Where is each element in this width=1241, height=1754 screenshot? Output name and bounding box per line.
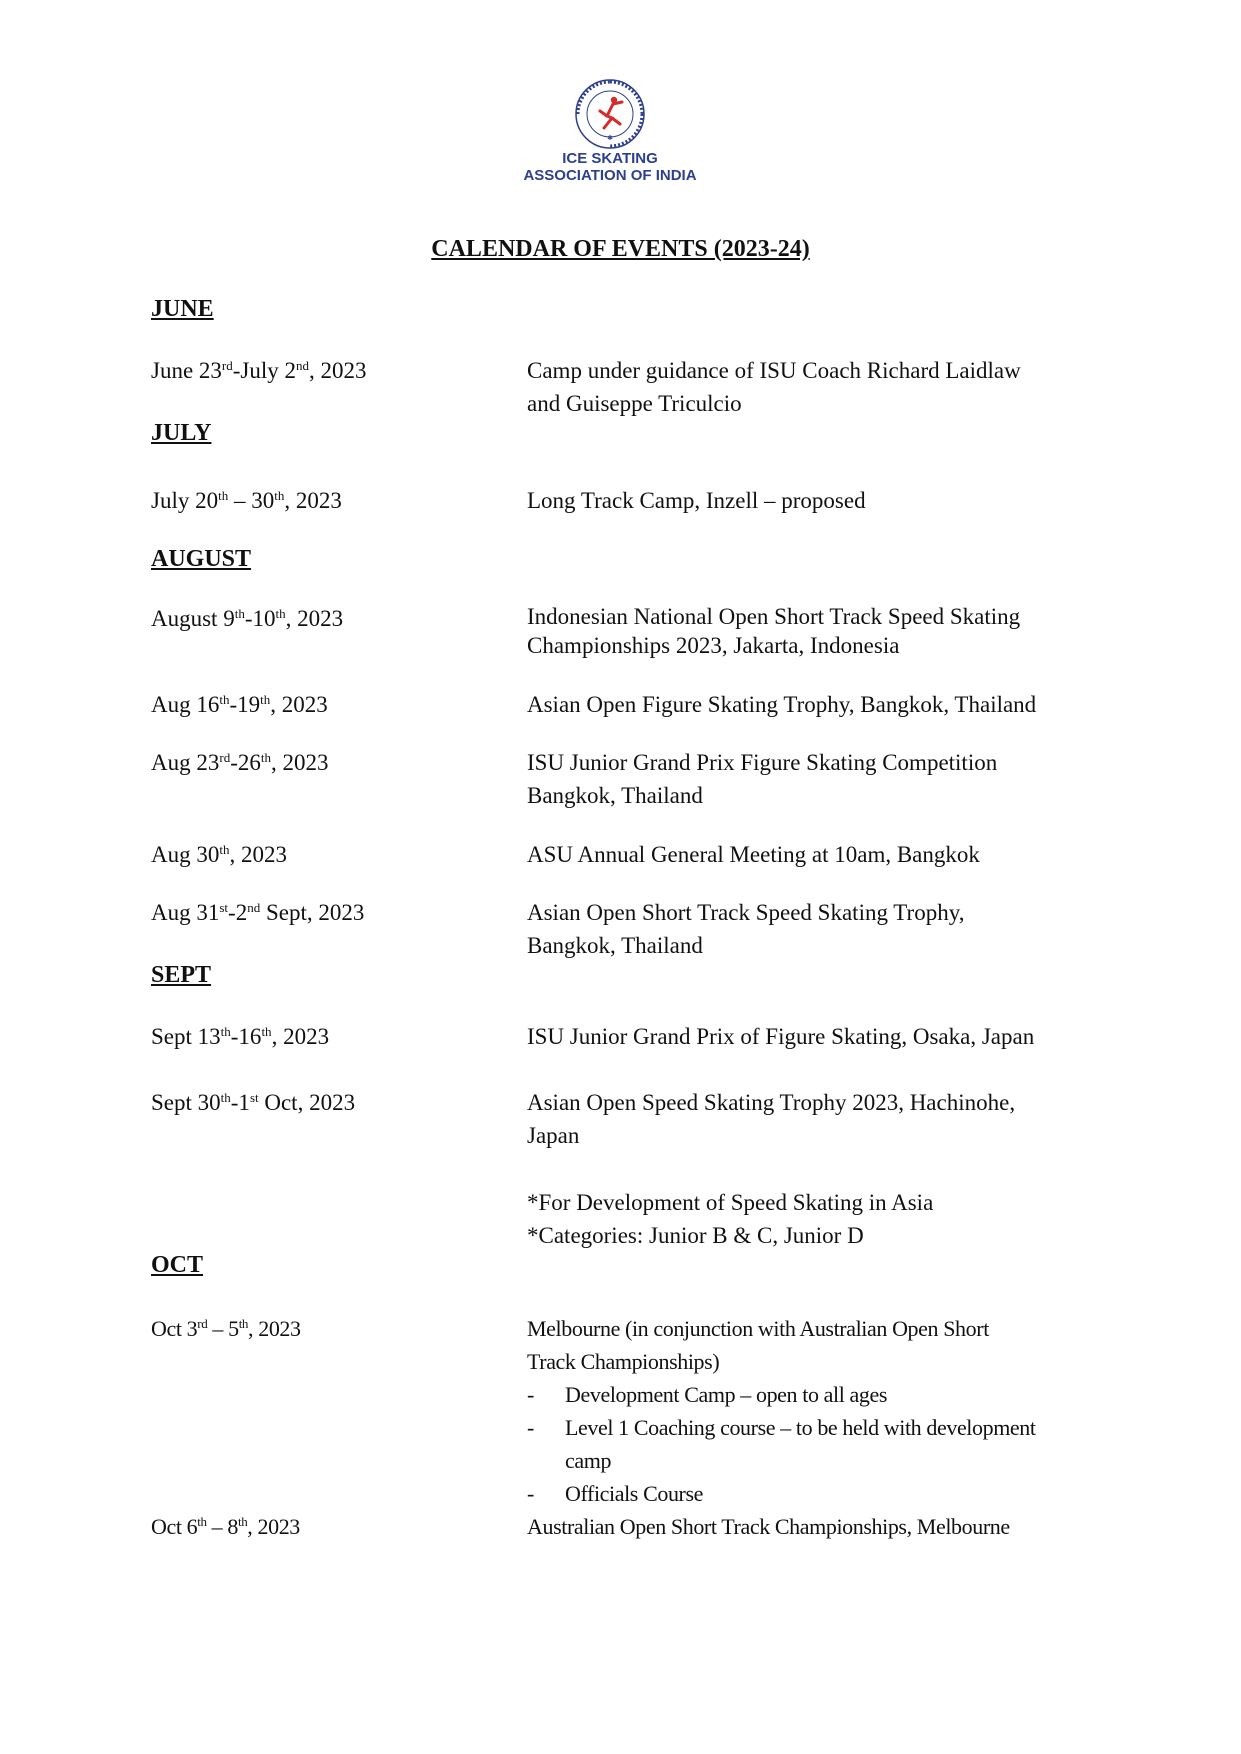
org-name-line2: ASSOCIATION OF INDIA: [523, 167, 697, 184]
event-description: Camp under guidance of ISU Coach Richard Laidlaw and Guiseppe Triculcio: [527, 358, 1021, 416]
event-description: Asian Open Short Track Speed Skating Trophy, Bangkok, Thailand: [527, 900, 965, 958]
event-description: Indonesian National Open Short Track Speed Skating Championships 2023, Jakarta, Indonesia: [527, 604, 1021, 658]
header-logo: [520, 78, 700, 184]
event-date: Aug 31st-2nd Sept, 2023: [151, 900, 365, 925]
list-item: - Officials Course: [527, 1481, 703, 1506]
event-description: ISU Junior Grand Prix of Figure Skating, Osaka, Japan: [527, 1024, 1035, 1049]
event-date: Oct 3rd – 5th, 2023: [151, 1316, 301, 1341]
event-description: Long Track Camp, Inzell – proposed: [527, 488, 866, 513]
event-date: Oct 6th – 8th, 2023: [151, 1514, 300, 1539]
event-description: Asian Open Figure Skating Trophy, Bangkok, Thailand: [527, 692, 1037, 717]
event-date: Aug 23rd-26th, 2023: [151, 750, 329, 775]
event-date: August 9th-10th, 2023: [151, 606, 344, 631]
list-item: - Level 1 Coaching course – to be held with development: [527, 1415, 1036, 1440]
skater-logo-icon: [574, 78, 646, 150]
event-date: June 23rd-July 2nd, 2023: [151, 358, 367, 383]
month-heading-sept: SEPT: [151, 962, 212, 988]
month-heading-august: AUGUST: [151, 546, 252, 572]
svg-text:✱: ✱: [607, 134, 613, 142]
org-name-line1: ICE SKATING: [562, 150, 658, 167]
event-date: Sept 13th-16th, 2023: [151, 1024, 330, 1049]
event-bullet-list: [527, 1378, 1107, 1510]
event-description: ASU Annual General Meeting at 10am, Bangkok: [527, 842, 980, 867]
event-date: July 20th – 30th, 2023: [151, 488, 342, 513]
list-item-continuation: camp: [565, 1448, 612, 1473]
page-title: CALENDAR OF EVENTS (2023-24): [431, 236, 810, 262]
event-notes: *For Development of Speed Skating in Asia *Categories: Junior B & C, Junior D: [527, 1190, 934, 1248]
month-heading-june: JUNE: [151, 296, 214, 322]
event-description: Melbourne (in conjunction with Australian Open Short Track Championships): [527, 1316, 989, 1374]
event-date: Aug 16th-19th, 2023: [151, 692, 328, 717]
event-description: Australian Open Short Track Championships, Melbourne: [527, 1514, 1010, 1539]
event-date: Aug 30th, 2023: [151, 842, 287, 867]
list-item: - Development Camp – open to all ages: [527, 1382, 888, 1407]
event-description: Asian Open Speed Skating Trophy 2023, Hachinohe, Japan: [527, 1090, 1016, 1148]
event-date: Sept 30th-1st Oct, 2023: [151, 1090, 356, 1115]
month-heading-oct: OCT: [151, 1252, 204, 1278]
event-description: ISU Junior Grand Prix Figure Skating Competition Bangkok, Thailand: [527, 750, 998, 808]
month-heading-july: JULY: [151, 420, 212, 446]
